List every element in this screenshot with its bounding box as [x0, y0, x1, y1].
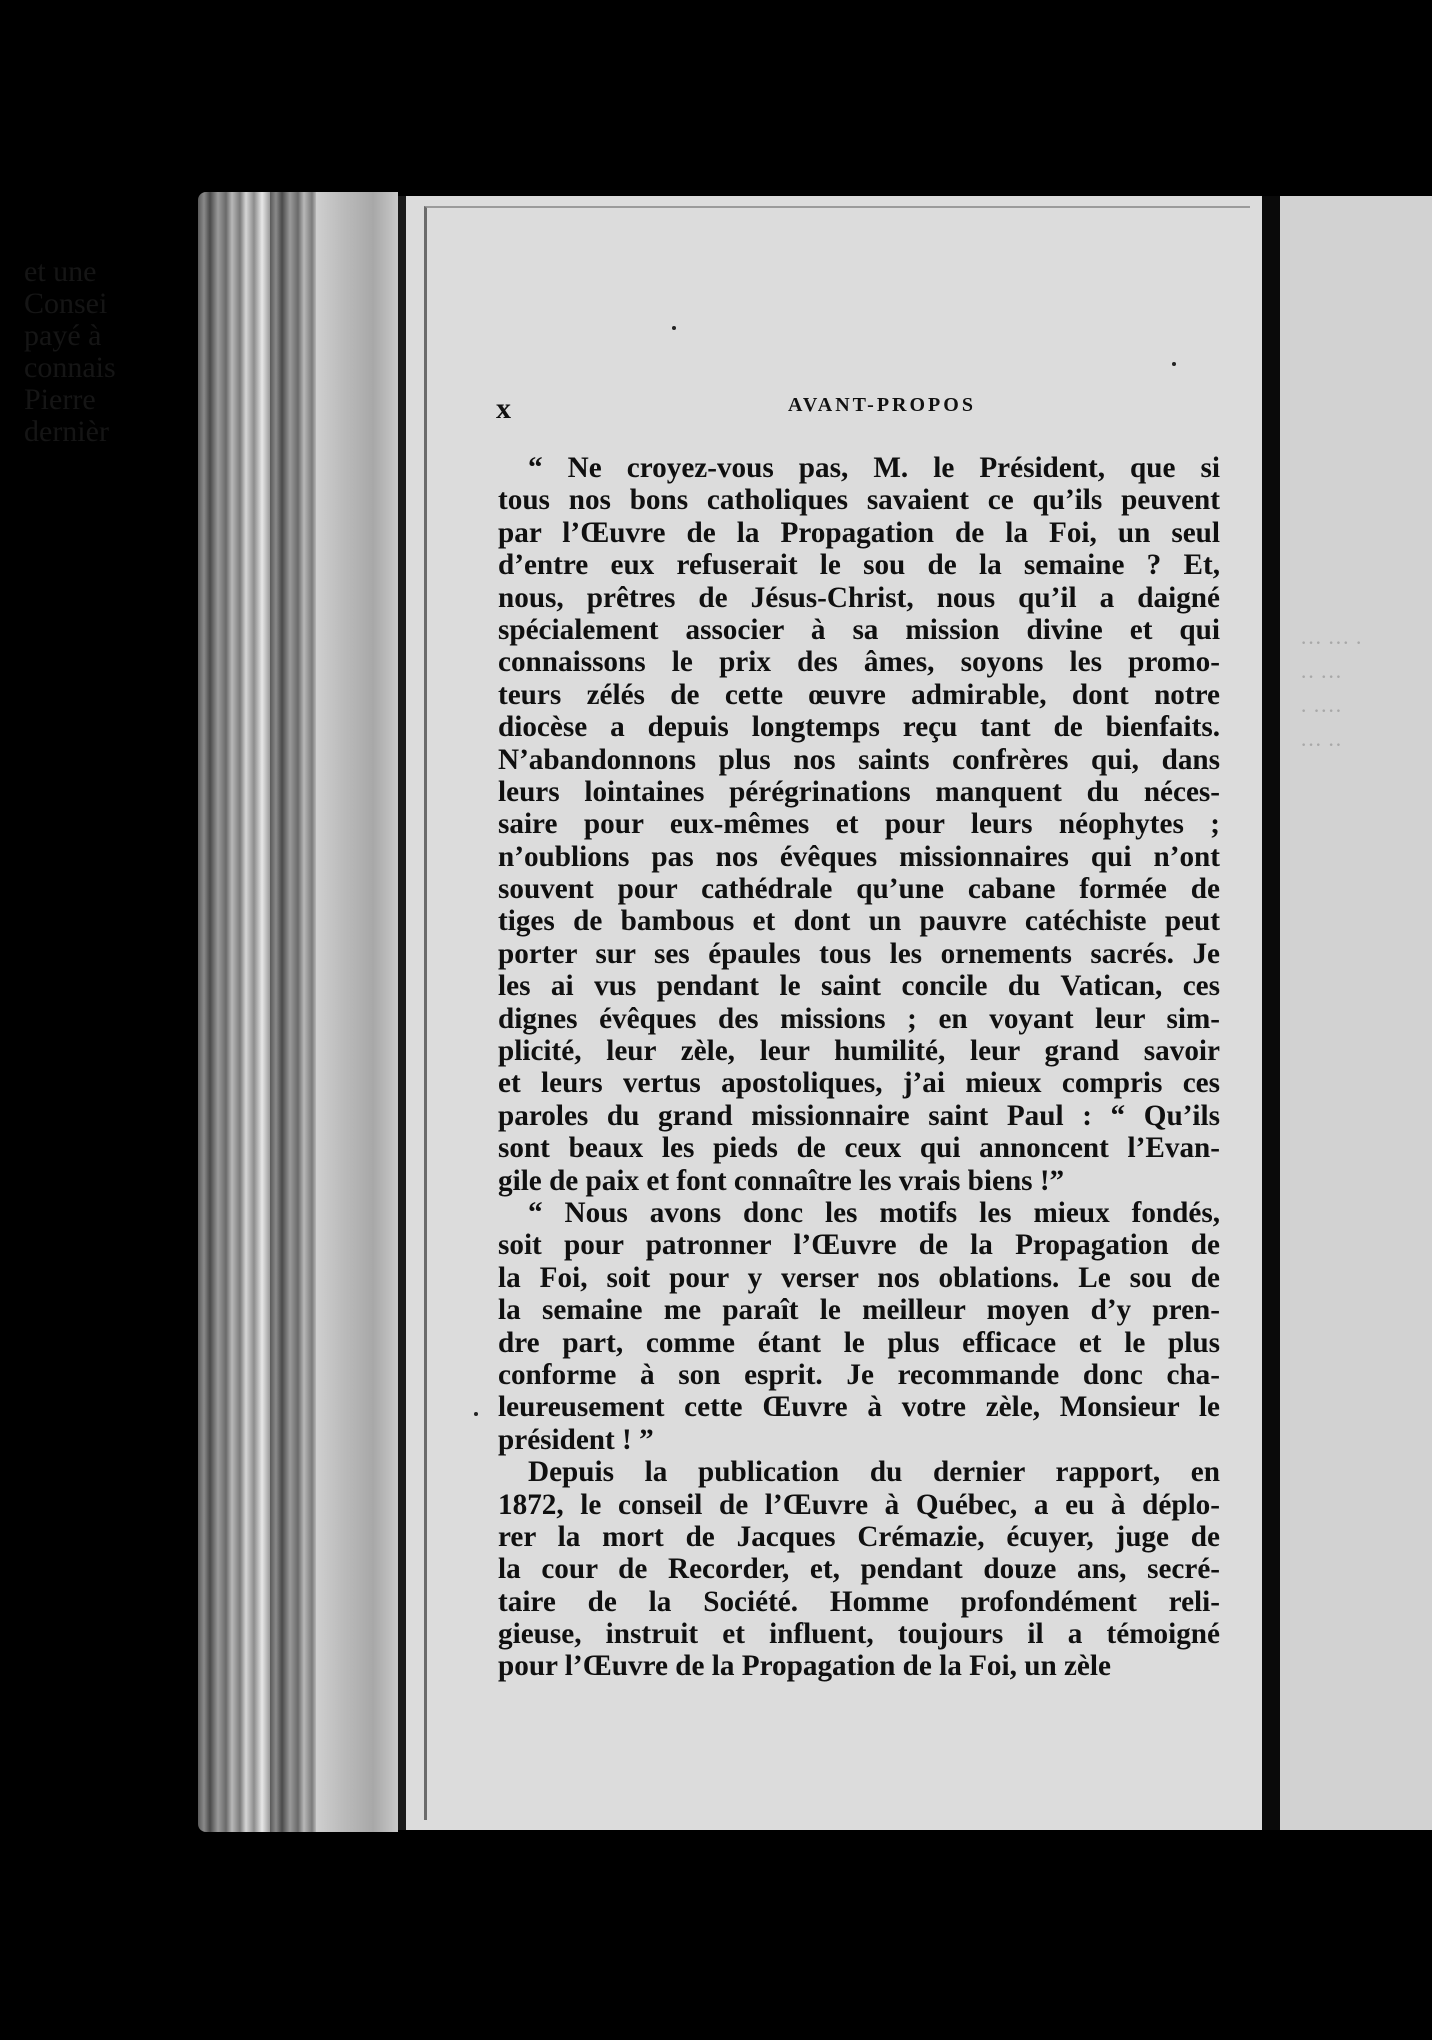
text-line: gieuse, instruit et influent, toujours il a témoigné [498, 1618, 1220, 1651]
right-page-line: connais [24, 351, 116, 384]
text-line: saire pour eux-mêmes et pour leurs néophytes ; [498, 808, 1220, 841]
text-line: spécialement associer à sa mission divine et qui [498, 613, 1220, 646]
text-line: “ Nous avons donc les motifs les mieux fondés, [528, 1196, 1220, 1229]
text-line: diocèse a depuis longtemps reçu tant de bienfaits. [498, 711, 1220, 744]
text-line: dignes évêques des missions ; en voyant leur sim- [498, 1002, 1220, 1035]
bleed-through-texture: ··· ··· · ·· ··· · ···· ··· ·· [1300, 630, 1363, 757]
text-line: teurs zélés de cette œuvre admirable, dont notre [498, 678, 1220, 711]
text-line: plicité, leur zèle, leur humilité, leur grand savoir [498, 1035, 1220, 1068]
right-page-line: Pierre [24, 383, 96, 416]
text-line: et leurs vertus apostoliques, j’ai mieux compris ces [498, 1067, 1220, 1100]
text-line: taire de la Société. Homme profondément reli- [498, 1585, 1220, 1618]
text-line: souvent pour cathédrale qu’une cabane formée de [498, 873, 1220, 906]
text-line: dre part, comme étant le plus efficace et le plus [498, 1326, 1220, 1359]
print-speck [1172, 362, 1176, 366]
page-gap [1262, 196, 1280, 1830]
text-line: gile de paix et font connaître les vrais biens !” [498, 1164, 1065, 1197]
text-line: la Foi, soit pour y verser nos oblations. Le sou de [498, 1261, 1220, 1294]
body-text [498, 452, 1220, 1683]
print-speck [672, 326, 676, 330]
text-line: leurs lointaines pérégrinations manquent du néces- [498, 775, 1220, 808]
text-line: président ! ” [498, 1423, 654, 1456]
text-line: “ Ne croyez-vous pas, M. le Président, que si [528, 452, 1220, 484]
text-line: paroles du grand missionnaire saint Paul : “ Qu’ils [498, 1099, 1220, 1132]
text-line: connaissons le prix des âmes, soyons les promo- [498, 646, 1220, 679]
right-page-line: Consei [24, 287, 108, 320]
text-line: sont beaux les pieds de ceux qui annoncent l’Evan- [498, 1132, 1220, 1165]
text-line: rer la mort de Jacques Crémazie, écuyer, juge de [498, 1520, 1220, 1553]
text-line: la cour de Recorder, et, pendant douze ans, secré- [498, 1553, 1220, 1586]
right-page-line: dernièr [24, 415, 109, 448]
text-line: la semaine me paraît le meilleur moyen d’y pren- [498, 1294, 1220, 1327]
page-gutter [316, 192, 398, 1832]
right-page-text [24, 256, 116, 448]
text-line: n’oublions pas nos évêques missionnaires qui n’ont [498, 840, 1220, 873]
text-line: leureusement cette Œuvre à votre zèle, Monsieur le [498, 1391, 1220, 1424]
text-line: les ai vus pendant le saint concile du Vatican, ces [498, 970, 1220, 1003]
text-line: soit pour patronner l’Œuvre de la Propagation de [498, 1229, 1220, 1262]
right-page-line: payé à [24, 319, 102, 352]
text-line: pour l’Œuvre de la Propagation de la Foi, un zèle [498, 1650, 1111, 1683]
print-speck [474, 1412, 478, 1416]
book-spine-edge [198, 192, 398, 1832]
text-line: 1872, le conseil de l’Œuvre à Québec, a eu à déplo- [498, 1488, 1220, 1521]
running-title: AVANT-PROPOS [788, 394, 976, 416]
right-page-line: et une [24, 255, 97, 288]
text-line: tous nos bons catholiques savaient ce qu’ils peuvent [498, 484, 1220, 517]
text-line: porter sur ses épaules tous les ornements sacrés. Je [498, 937, 1220, 970]
page-header [496, 392, 1216, 424]
text-line: tiges de bambous et dont un pauvre catéchiste peut [498, 905, 1220, 938]
text-line: par l’Œuvre de la Propagation de la Foi, un seul [498, 516, 1220, 549]
text-line: N’abandonnons plus nos saints confrères qui, dans [498, 743, 1220, 776]
text-line: Depuis la publication du dernier rapport, en [528, 1456, 1220, 1489]
right-page-edge [1280, 196, 1432, 1830]
text-line: d’entre eux refuserait le sou de la semaine ? Et, [498, 549, 1220, 582]
text-line: nous, prêtres de Jésus-Christ, nous qu’il a daigné [498, 581, 1220, 614]
page-number: x [496, 392, 512, 425]
text-line: conforme à son esprit. Je recommande donc cha- [498, 1358, 1220, 1391]
